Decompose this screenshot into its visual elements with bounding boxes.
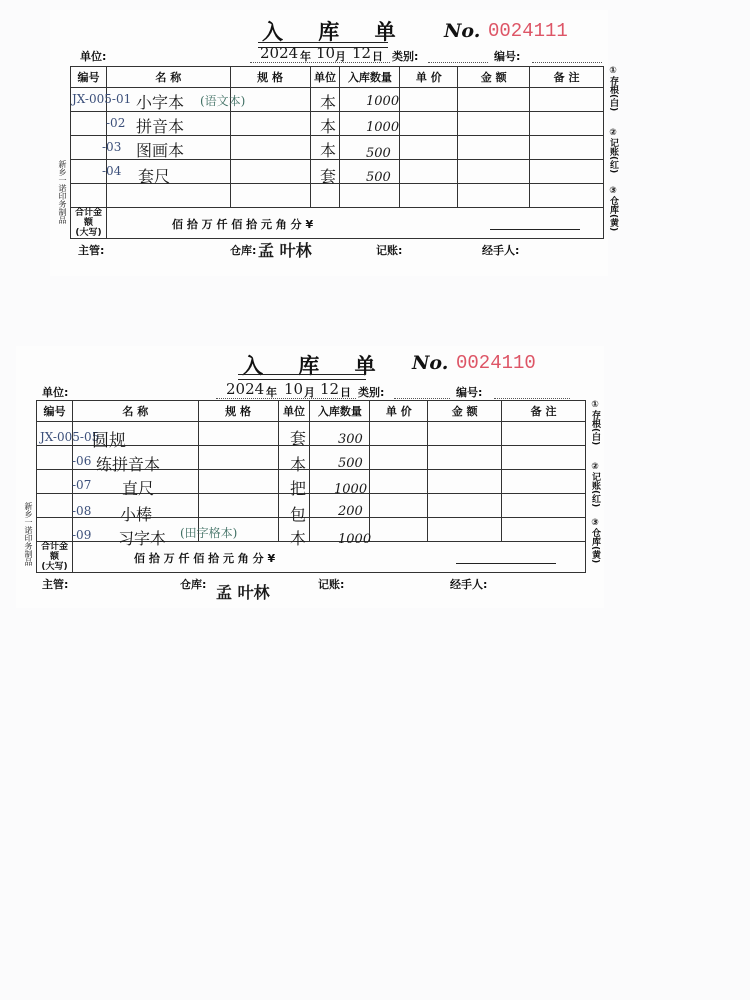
receipt-number: 0024111 (488, 20, 568, 42)
header-name: 名 称 (106, 67, 230, 88)
serial-label: 编号: (494, 50, 521, 63)
row-name: 小字本 (136, 93, 185, 112)
number-label: No. (412, 352, 449, 374)
category-label: 类别: (392, 50, 419, 63)
table-row (37, 494, 586, 518)
day-suffix: 日 (340, 386, 351, 399)
supervisor-label: 主管: (42, 578, 69, 591)
row-code: JX-005-01 (72, 92, 132, 106)
form-title: 入 库 单 (242, 353, 390, 378)
header-code: 编号 (37, 401, 73, 422)
handler-label: 经手人: (450, 578, 488, 591)
row-qty: 1000 (334, 482, 368, 497)
year-suffix: 年 (300, 50, 311, 63)
yen-line (490, 229, 580, 230)
copy-label-warehouse: ③仓库(黄) (590, 518, 600, 564)
date-day: 12 (352, 44, 372, 62)
copy-label-warehouse: ③仓库(黄) (608, 186, 618, 232)
row-qty: 500 (338, 456, 363, 471)
date-month: 10 (316, 44, 336, 62)
category-line (428, 62, 488, 63)
row-qty: 200 (338, 504, 363, 519)
total-label: 合计金额 (大写) (71, 208, 107, 239)
unit-label: 单位: (42, 386, 69, 399)
total-row (71, 208, 604, 239)
row-unit: 把 (290, 479, 307, 498)
row-unit: 包 (290, 505, 307, 524)
header-name: 名 称 (72, 401, 198, 422)
receipt-number: 0024110 (456, 352, 536, 374)
header-qty: 入库数量 (340, 67, 400, 88)
printer-mark: 新乡一诺印务制品 (58, 160, 67, 224)
row-name: 习字本 (118, 529, 167, 548)
date-line (250, 62, 390, 63)
row-name: 套尺 (138, 167, 171, 186)
date-year: 2024 (260, 44, 299, 62)
warehouse-label: 仓库: (230, 244, 257, 257)
row-unit: 套 (320, 167, 337, 186)
row-qty: 500 (366, 146, 391, 161)
table-row (71, 184, 604, 208)
row-qty: 1000 (338, 532, 372, 547)
row-name: 直尺 (122, 479, 155, 498)
table-header-row (37, 401, 586, 422)
handler-label: 经手人: (482, 244, 520, 257)
row-unit: 套 (290, 429, 307, 448)
header-price: 单 价 (370, 401, 428, 422)
yen-line (456, 563, 556, 564)
header-amount: 金 额 (428, 401, 502, 422)
row-name: 小棒 (120, 505, 153, 524)
header-note: 备 注 (502, 401, 586, 422)
month-suffix: 月 (335, 50, 346, 63)
row-unit: 本 (290, 529, 307, 548)
copy-label-accounting: ②记账(红) (590, 462, 600, 508)
copy-label-stub: ①存根(白) (590, 400, 600, 446)
header-spec: 规 格 (230, 67, 310, 88)
number-label: No. (444, 20, 481, 42)
row-code: -02 (106, 116, 126, 130)
header-note: 备 注 (530, 67, 604, 88)
receipt-form (50, 10, 618, 276)
row-unit: 本 (290, 455, 307, 474)
row-code: -08 (72, 504, 92, 518)
header-qty: 入库数量 (310, 401, 370, 422)
month-suffix: 月 (304, 386, 315, 399)
row-unit: 本 (320, 117, 337, 136)
date-month: 10 (284, 380, 304, 398)
row-qty: 300 (338, 432, 363, 447)
copy-label-stub: ①存根(白) (608, 66, 618, 112)
category-line (394, 398, 450, 399)
bookkeeping-label: 记账: (376, 244, 403, 257)
date-day: 12 (320, 380, 340, 398)
receipt-form (16, 346, 604, 608)
warehouse-signature: 孟 叶林 (258, 241, 312, 260)
serial-line (494, 398, 570, 399)
row-name: 圆规 (92, 431, 126, 451)
unit-label: 单位: (80, 50, 107, 63)
row-qty: 1000 (366, 94, 400, 109)
header-price: 单 价 (400, 67, 458, 88)
year-suffix: 年 (266, 386, 277, 399)
header-unit: 单位 (278, 401, 310, 422)
header-code: 编号 (71, 67, 107, 88)
amount-units: 佰 拾 万 仟 佰 拾 元 角 分 ¥ (172, 218, 314, 231)
row-name: 拼音本 (136, 117, 185, 136)
header-spec: 规 格 (198, 401, 278, 422)
header-amount: 金 额 (458, 67, 530, 88)
row-code: -04 (102, 164, 122, 178)
printer-mark: 新乡一诺印务制品 (24, 502, 33, 566)
row-code: -07 (72, 478, 92, 492)
copy-label-accounting: ②记账(红) (608, 128, 618, 174)
warehouse-label: 仓库: (180, 578, 207, 591)
amount-units: 佰 拾 万 仟 佰 拾 元 角 分 ¥ (134, 552, 276, 565)
row-code: -09 (72, 528, 92, 542)
row-name: 练拼音本 (96, 455, 161, 474)
row-unit: 本 (320, 93, 337, 112)
serial-line (532, 62, 602, 63)
form-title: 入 库 单 (262, 19, 410, 44)
row-code: JX-005-05 (40, 430, 100, 444)
row-unit: 本 (320, 141, 337, 160)
row-note: (田字格本) (180, 526, 238, 540)
category-label: 类别: (358, 386, 385, 399)
row-qty: 1000 (366, 120, 400, 135)
row-note: (语文本) (200, 94, 246, 108)
row-name: 图画本 (136, 141, 185, 160)
day-suffix: 日 (372, 50, 383, 63)
date-line (216, 398, 356, 399)
total-label: 合计金额 (大写) (37, 542, 73, 573)
header-unit: 单位 (310, 67, 340, 88)
bookkeeping-label: 记账: (318, 578, 345, 591)
row-code: -03 (102, 140, 122, 154)
serial-label: 编号: (456, 386, 483, 399)
warehouse-signature: 孟 叶林 (216, 583, 270, 602)
table-header-row (71, 67, 604, 88)
date-year: 2024 (226, 380, 265, 398)
row-code: -06 (72, 454, 92, 468)
row-qty: 500 (366, 170, 391, 185)
supervisor-label: 主管: (78, 244, 105, 257)
